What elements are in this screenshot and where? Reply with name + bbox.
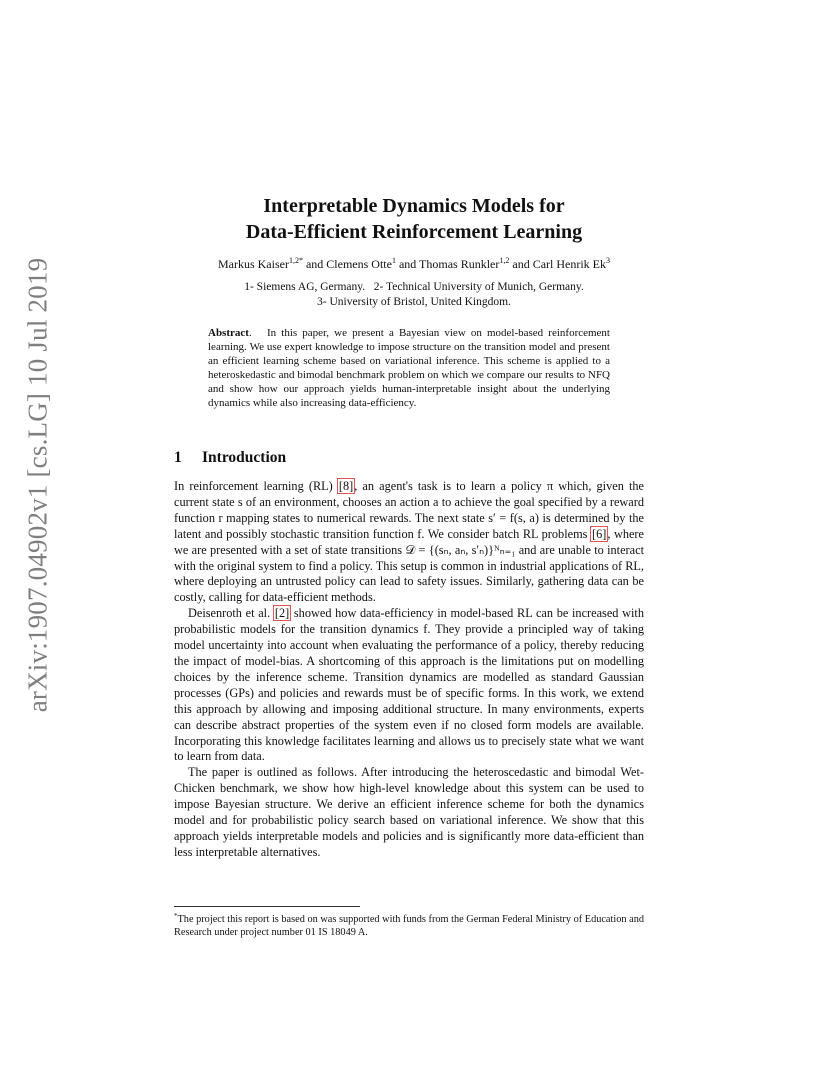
author-affil-mark: 3 [606, 256, 611, 265]
author-affil-mark: 1,2 [499, 256, 510, 265]
footnote [174, 910, 644, 939]
paragraph: The paper is outlined as follows. After introducing the heteroscedastic and bimodal Wet-Chicken benchmark, we show how high-level knowledge about this system can be used to impose Bayesian structure. We derive an efficient inference scheme for both the dynamics model and for probabilistic policy search based on variational inference. We show that this approach yields interpretable models and policies and is significantly more data-efficient than less interpretable alternatives. [174, 765, 644, 859]
paragraph-text: , where we are presented with a set of state transitions 𝒟 = {(sₙ, aₙ, s′ₙ)}ᴺₙ₌₁ and are unable to interact with the original system to find a policy. This setup is common in industrial applications of RL, where deploying an untrusted policy can lead to safety issues. Similarly, gathering data can be costly, calling for data-efficient methods. [174, 526, 644, 605]
section-heading [174, 449, 286, 467]
author-affil-mark: 1 [391, 256, 396, 265]
paragraph [174, 479, 644, 606]
abstract-text: . In this paper, we present a Bayesian view on model-based reinforcement learning. We use expert knowledge to impose structure on the transition model and present an efficient learning scheme based on variational inference. This scheme is applied to a heteroskedastic and bimodal benchmark problem on which we compare our results to NFQ and show how our approach yields human-interpretable insight about the underlying dynamics while also increasing data-efficiency. [208, 327, 613, 409]
section-title: Introduction [202, 449, 287, 466]
citation-link[interactable]: [8] [338, 479, 354, 493]
affiliation-line: 3- University of Bristol, United Kingdom. [317, 296, 511, 308]
paragraph-text: Deisenroth et al. [188, 606, 274, 621]
author-affil-mark: 1,2* [288, 256, 303, 265]
section-number: 1 [174, 449, 182, 466]
title-line-1: Interpretable Dynamics Models for [263, 195, 565, 217]
affiliations [0, 280, 828, 310]
abstract [208, 326, 613, 410]
paragraph-text: In reinforcement learning (RL) [174, 479, 338, 493]
paper-title [0, 193, 828, 245]
citation-link[interactable]: [6] [591, 526, 607, 541]
author-name: and Clemens Otte [302, 257, 392, 271]
affiliation-line: 1- Siemens AG, Germany. 2- Technical University of Munich, Germany. [244, 281, 584, 293]
paragraph [174, 606, 644, 765]
author-name: Markus Kaiser [217, 257, 289, 271]
author-list [0, 254, 828, 271]
footnote-mark: * [174, 912, 178, 920]
citation-link[interactable]: [2] [274, 606, 290, 621]
footnote-text: The project this report is based on was supported with funds from the German Federal Ministry of Education and Research under project number 01 IS 18049 A. [174, 914, 644, 939]
arxiv-watermark: arXiv:1907.04902v1 [cs.LG] 10 Jul 2019 [22, 257, 53, 713]
footnote-divider [174, 906, 360, 907]
title-line-2: Data-Efficient Reinforcement Learning [245, 221, 583, 243]
abstract-label: Abstract [208, 327, 249, 339]
author-name: and Carl Henrik Ek [509, 257, 607, 271]
paragraph-text: , an agent's task is to learn a policy π which, given the current state s of an environment, chooses an action a to achieve the goal specified by a reward function r mapping states to numerical rewards. The next state s′ = f(s, a) is determined by the latent and possibly stochastic transition function f. We consider batch RL problems [174, 479, 644, 541]
introduction-body [174, 479, 644, 861]
paragraph-text: showed how data-efficiency in model-based RL can be increased with probabilistic models for the transition dynamics f. They provide a principled way of taking model uncertainty into account when evaluating the performance of a policy, thereby reducing the impact of model-bias. A shortcoming of this approach is the limitations put on modelling choices by the inference scheme. Transition dynamics are modelled as standard Gaussian processes (GPs) and policies and rewards must be of specific forms. In this work, we extend this approach by allowing and imposing additional structure. In many environments, experts can describe abstract properties of the system even if no closed form models are available. Incorporating this knowledge facilitates learning and allows us to precisely state what we want to learn from data. [174, 606, 644, 764]
author-name: and Thomas Runkler [395, 257, 500, 271]
